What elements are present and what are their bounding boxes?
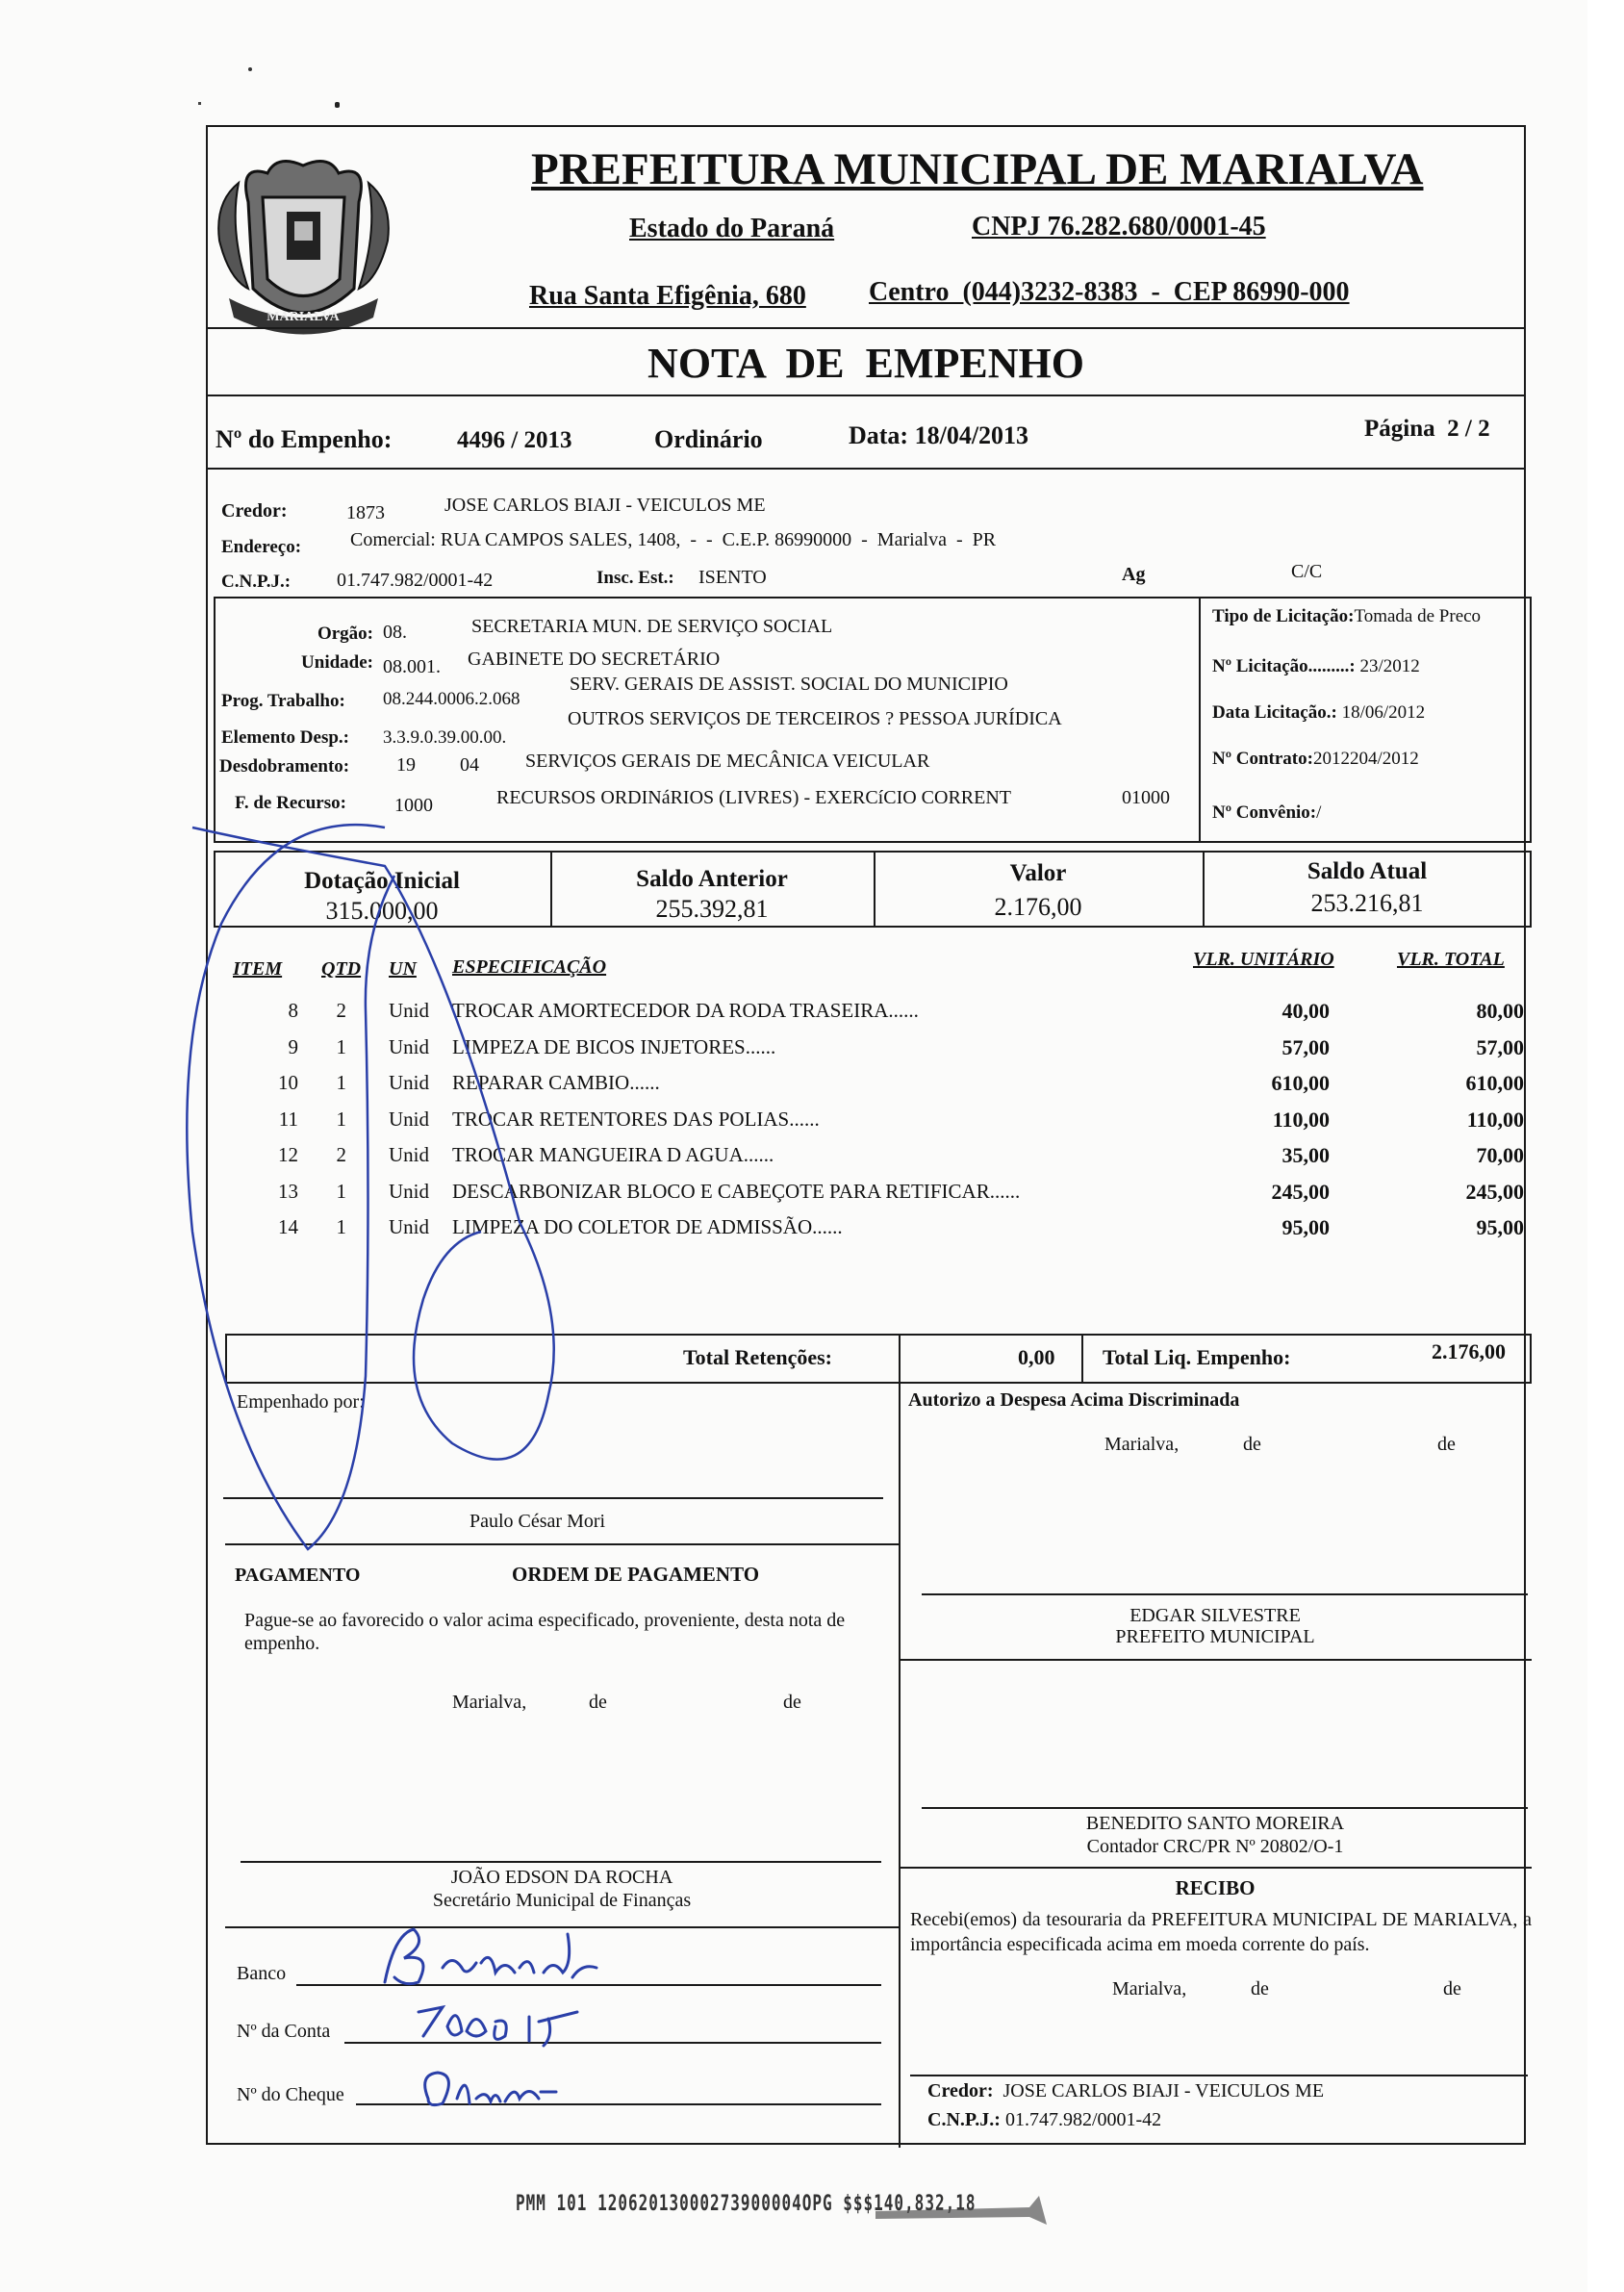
recibo-city: Marialva,: [1112, 1978, 1187, 1999]
scan-speck: [335, 102, 340, 108]
item-total-cell: 110,00: [1466, 1107, 1524, 1132]
header-address-rest: Centro (044)3232-8383 - CEP 86990-000: [869, 277, 1350, 307]
fonte-extra: 01000: [1122, 787, 1170, 808]
prefeito-title: PREFEITO MUNICIPAL: [1115, 1626, 1315, 1647]
cnpj-label: C.N.P.J.:: [221, 572, 292, 592]
licitacao-num: [1212, 656, 1420, 677]
item-un-cell: Unid: [389, 1107, 429, 1131]
item-total-cell: 245,00: [1465, 1179, 1524, 1204]
divider: [899, 1659, 1532, 1661]
divider: [899, 1334, 901, 1384]
pagamento-city: Marialva,: [452, 1692, 527, 1713]
licitacao-tipo-label: Tipo de Licitação:: [1212, 606, 1355, 626]
item-unit-cell: 35,00: [1281, 1143, 1330, 1167]
elem-code: 3.3.9.0.39.00.00.: [383, 727, 507, 748]
divider: [1081, 1334, 1083, 1384]
empenho-number: 4496 / 2013: [457, 427, 572, 453]
recibo-cnpj-value: 01.747.982/0001-42: [1004, 2109, 1162, 2130]
empenho-page: Página 2 / 2: [1364, 416, 1490, 442]
licitacao-tipo-value: Tomada de Preco: [1354, 606, 1482, 626]
footer-scan-streak: [875, 2186, 1058, 2244]
item-qtd-cell: 1: [336, 1071, 346, 1094]
autorizo-city: Marialva,: [1104, 1434, 1180, 1455]
recibo-credor-label: Credor:: [927, 2080, 994, 2101]
item-qtd-cell: 1: [336, 1179, 346, 1203]
signature-line: [241, 1861, 881, 1863]
licitacao-num-label: Nº Licitação.........:: [1212, 656, 1356, 676]
signature-line: [910, 2075, 1528, 2076]
desd-a: 19: [396, 754, 416, 776]
handwritten-account-number: [414, 1998, 587, 2055]
licitacao-contrato-label: Nº Contrato:: [1212, 749, 1313, 769]
prog-label: Prog. Trabalho:: [221, 691, 345, 711]
autorizo-de1: de: [1243, 1434, 1261, 1455]
item-total-cell: 610,00: [1465, 1071, 1524, 1095]
endereco-value: Comercial: RUA CAMPOS SALES, 1408, - - C.E.P. 86990000 - Marialva - PR: [350, 529, 997, 550]
item-total-cell: 95,00: [1476, 1215, 1524, 1239]
atual-value: 253.216,81: [1310, 889, 1424, 917]
orgao-name: SECRETARIA MUN. DE SERVIÇO SOCIAL: [471, 616, 833, 637]
retencoes-label: Total Retenções:: [683, 1345, 832, 1369]
ag-label: Ag: [1122, 564, 1146, 585]
item-total-cell: 80,00: [1476, 999, 1524, 1023]
valor-label: Valor: [1009, 860, 1067, 886]
credor-label: Credor:: [221, 500, 288, 522]
contador-name: BENEDITO SANTO MOREIRA: [1085, 1813, 1345, 1834]
secretario-name: JOÃO EDSON DA ROCHA: [450, 1867, 673, 1888]
scan-speck: [198, 102, 201, 105]
unidade-label: Unidade:: [301, 652, 373, 673]
item-item-cell: 10: [278, 1071, 298, 1094]
contador-title: Contador CRC/PR Nº 20802/O-1: [1086, 1836, 1344, 1857]
cheque-label: Nº do Cheque: [237, 2084, 344, 2105]
coat-of-arms-logo: [210, 144, 397, 342]
desd-name: SERVIÇOS GERAIS DE MECÂNICA VEICULAR: [525, 751, 930, 772]
pagamento-de2: de: [783, 1692, 801, 1713]
item-unit-cell: 245,00: [1271, 1179, 1330, 1204]
scan-speck: [248, 67, 252, 71]
item-espec-cell: LIMPEZA DE BICOS INJETORES......: [452, 1034, 776, 1058]
secretario-title: Secretário Municipal de Finanças: [432, 1890, 692, 1911]
pagamento-text: Pague-se ao favorecido o valor acima especificado, proveniente, desta nota de empenho.: [244, 1610, 846, 1654]
col-qtd: QTD: [321, 958, 362, 980]
dotacao-label: Dotação Inicial: [304, 868, 460, 894]
orgao-code: 08.: [383, 622, 407, 643]
item-qtd-cell: 1: [336, 1034, 346, 1058]
handwritten-cheque: [414, 2065, 558, 2113]
signature-line: [922, 1807, 1528, 1809]
empenho-type: Ordinário: [654, 425, 763, 453]
recibo-credor: [927, 2080, 1324, 2102]
item-un-cell: Unid: [389, 1034, 429, 1058]
col-unit: VLR. UNITÁRIO: [1193, 949, 1334, 970]
recibo-de2: de: [1443, 1978, 1461, 1999]
licitacao-contrato-value: 2012204/2012: [1312, 749, 1419, 769]
insc-label: Insc. Est.:: [596, 568, 674, 588]
item-unit-cell: 95,00: [1281, 1215, 1330, 1239]
elem-name: OUTROS SERVIÇOS DE TERCEIROS ? PESSOA JURÍDICA: [568, 708, 1062, 729]
signature-line: [922, 1593, 1528, 1595]
item-un-cell: Unid: [389, 1179, 429, 1203]
licitacao-data-value: 18/06/2012: [1341, 702, 1426, 723]
licitacao-tipo: [1212, 606, 1481, 627]
divider: [1199, 597, 1201, 843]
licitacao-data-label: Data Licitação.:: [1212, 702, 1337, 723]
anterior-value: 255.392,81: [655, 895, 769, 923]
col-total: VLR. TOTAL: [1397, 949, 1505, 970]
item-un-cell: Unid: [389, 999, 429, 1022]
item-item-cell: 8: [288, 999, 298, 1022]
item-total-cell: 70,00: [1476, 1143, 1524, 1167]
cc-label: C/C: [1291, 561, 1323, 582]
prog-name: SERV. GERAIS DE ASSIST. SOCIAL DO MUNICIPIO: [570, 674, 1008, 695]
desd-label: Desdobramento:: [219, 756, 350, 777]
item-espec-cell: TROCAR RETENTORES DAS POLIAS......: [452, 1107, 820, 1131]
item-item-cell: 14: [278, 1215, 298, 1238]
doc-title: NOTA DE EMPENHO: [647, 340, 1084, 387]
divider: [899, 1867, 1532, 1869]
empenhado-name: Paulo César Mori: [469, 1511, 606, 1532]
divider: [206, 395, 1526, 396]
item-unit-cell: 40,00: [1281, 999, 1330, 1023]
licitacao-convenio-value: /: [1316, 802, 1322, 823]
banco-label: Banco: [237, 1963, 287, 1984]
atual-label: Saldo Atual: [1307, 858, 1428, 884]
item-espec-cell: TROCAR AMORTECEDOR DA RODA TRASEIRA......: [452, 999, 919, 1022]
conta-label: Nº da Conta: [237, 2021, 331, 2042]
item-espec-cell: REPARAR CAMBIO......: [452, 1071, 660, 1094]
pagamento-de1: de: [589, 1692, 607, 1713]
handwritten-bank-signature: [375, 1924, 606, 1992]
item-qtd-cell: 2: [336, 999, 346, 1022]
header-state: Estado do Paraná: [629, 214, 835, 243]
unidade-code: 08.001.: [383, 656, 441, 677]
unidade-name: GABINETE DO SECRETÁRIO: [468, 649, 721, 670]
col-un: UN: [389, 958, 417, 980]
item-unit-cell: 610,00: [1271, 1071, 1330, 1095]
pagamento-label: PAGAMENTO: [235, 1565, 361, 1586]
item-qtd-cell: 1: [336, 1215, 346, 1238]
empenho-date: Data: 18/04/2013: [849, 421, 1029, 449]
recibo-cnpj: [927, 2109, 1161, 2131]
item-total-cell: 57,00: [1476, 1034, 1524, 1059]
item-qtd-cell: 2: [336, 1143, 346, 1166]
item-unit-cell: 110,00: [1272, 1107, 1330, 1132]
autorizo-label: Autorizo a Despesa Acima Discriminada: [908, 1389, 1240, 1411]
insc-value: ISENTO: [698, 567, 767, 588]
svg-text:MARIALVA: MARIALVA: [266, 310, 340, 324]
valor-value: 2.176,00: [994, 893, 1082, 921]
divider: [206, 468, 1526, 470]
fonte-label: F. de Recurso:: [235, 793, 346, 813]
empenhado-label: Empenhado por:: [237, 1391, 365, 1413]
item-un-cell: Unid: [389, 1071, 429, 1094]
item-espec-cell: LIMPEZA DO COLETOR DE ADMISSÃO......: [452, 1215, 843, 1238]
recibo-text: Recebi(emos) da tesouraria da PREFEITURA MUNICIPAL DE MARIALVA, a importância especificada acima em moeda corrente do país.: [910, 1909, 1532, 1955]
recibo-label: RECIBO: [1175, 1876, 1256, 1899]
prog-code: 08.244.0006.2.068: [383, 689, 520, 709]
item-espec-cell: TROCAR MANGUEIRA D AGUA......: [452, 1143, 774, 1166]
item-unit-cell: 57,00: [1281, 1034, 1330, 1059]
dotacao-value: 315.000,00: [325, 897, 439, 925]
item-un-cell: Unid: [389, 1143, 429, 1166]
recibo-de1: de: [1251, 1978, 1269, 1999]
credor-name: JOSE CARLOS BIAJI - VEICULOS ME: [444, 495, 766, 516]
header-title: PREFEITURA MUNICIPAL DE MARIALVA: [531, 144, 1424, 194]
elem-label: Elemento Desp.:: [221, 727, 349, 748]
ordem-label: ORDEM DE PAGAMENTO: [512, 1563, 760, 1586]
pen-annotation-mark: [164, 818, 596, 1568]
item-item-cell: 9: [288, 1034, 298, 1058]
header-cnpj: CNPJ 76.282.680/0001-45: [972, 212, 1266, 242]
licitacao-data: [1212, 702, 1425, 724]
desd-b: 04: [460, 754, 479, 776]
autorizo-de2: de: [1437, 1434, 1456, 1455]
item-item-cell: 13: [278, 1179, 298, 1203]
orgao-label: Orgão:: [317, 624, 373, 644]
licitacao-convenio-label: Nº Convênio:: [1212, 802, 1317, 823]
item-espec-cell: DESCARBONIZAR BLOCO E CABEÇOTE PARA RETIFICAR......: [452, 1179, 1021, 1203]
fonte-name: RECURSOS ORDINáRIOS (LIVRES) - EXERCíCIO CORRENT: [496, 787, 1012, 808]
divider: [206, 327, 1526, 329]
item-item-cell: 12: [278, 1143, 298, 1166]
licitacao-num-value: 23/2012: [1359, 656, 1420, 676]
divider: [899, 1384, 901, 2148]
retencoes-value: 0,00: [1018, 1345, 1055, 1369]
anterior-label: Saldo Anterior: [636, 866, 788, 892]
footer-stamp: PMM 101 12062013000273900004OPG $$$140,832,18: [516, 2190, 977, 2216]
cnpj-value: 01.747.982/0001-42: [337, 570, 494, 591]
prefeito-name: EDGAR SILVESTRE: [1129, 1605, 1301, 1626]
licitacao-contrato: [1212, 749, 1419, 770]
credor-code: 1873: [346, 502, 385, 523]
endereco-label: Endereço:: [221, 537, 302, 557]
scan-edge: [1587, 0, 1624, 2292]
col-item: ITEM: [233, 958, 283, 980]
header-address-street: Rua Santa Efigênia, 680: [529, 281, 806, 311]
recibo-credor-value: JOSE CARLOS BIAJI - VEICULOS ME: [1002, 2080, 1325, 2101]
item-item-cell: 11: [278, 1107, 298, 1131]
item-qtd-cell: 1: [336, 1107, 346, 1131]
liq-value: 2.176,00: [1432, 1339, 1506, 1363]
licitacao-convenio: [1212, 802, 1321, 824]
liq-label: Total Liq. Empenho:: [1103, 1345, 1291, 1369]
item-un-cell: Unid: [389, 1215, 429, 1238]
empenho-label: Nº do Empenho:: [216, 425, 393, 453]
recibo-cnpj-label: C.N.P.J.:: [927, 2109, 1001, 2130]
col-espec: ESPECIFICAÇÃO: [452, 956, 607, 978]
fonte-code: 1000: [394, 795, 433, 816]
